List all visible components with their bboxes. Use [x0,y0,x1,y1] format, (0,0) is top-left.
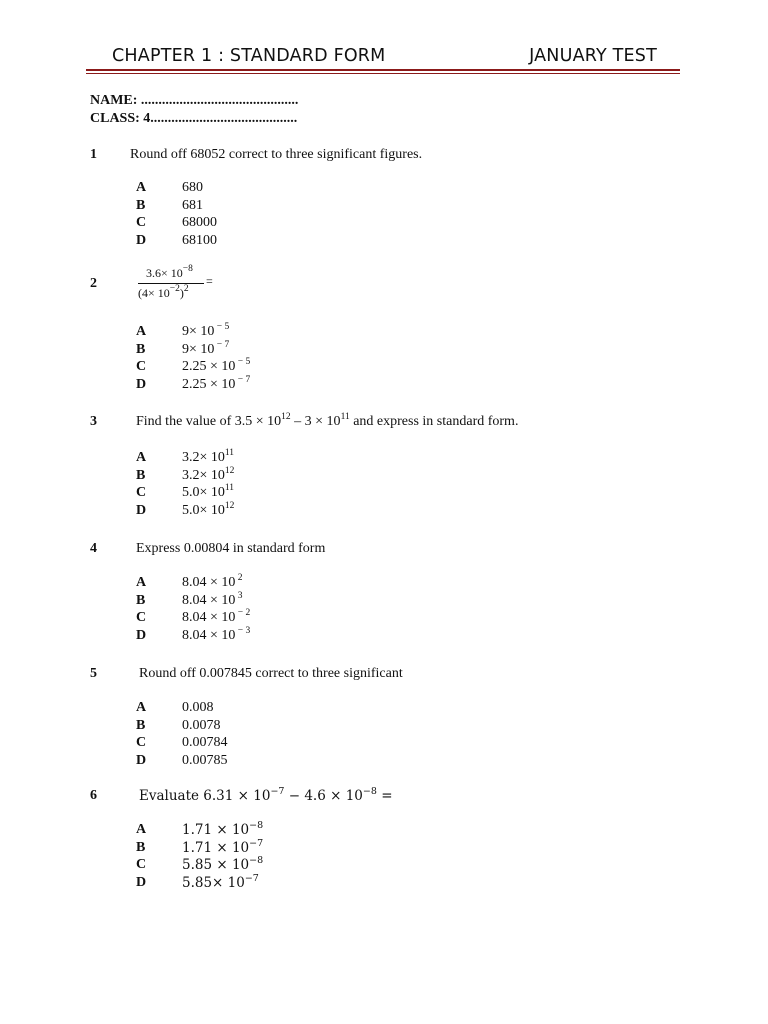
option-letter: C [136,359,147,375]
option-value: 0.0078 [182,717,221,733]
equals-sign: = [206,274,213,288]
option-letter: D [136,502,147,518]
option-value: 0.00784 [182,735,228,751]
name-field: NAME: ............................................. [90,93,299,108]
class-field: CLASS: 4.......................................... [90,111,298,126]
option-letter: A [136,700,147,715]
header-rule-thin [86,73,680,74]
option-letter: B [136,341,146,357]
option-value: $5.0\times 10^{12}$ [182,500,235,518]
fraction-numerator: $3.6\times 10^{-8}$ [146,264,193,280]
option-letter: B [136,592,146,608]
option-value: 0.008 [182,700,214,715]
option-letter: A [136,450,147,465]
option-letter: B [136,839,146,855]
question-text: Round off 0.007845 correct to three significant [139,666,403,681]
option-value: $5.0\times 10^{11}$ [182,483,235,501]
question-text: Evaluate $6.31 \times 10^{-7} - 4.6 \times 10^{-8}$ = [139,786,393,804]
option-letter: B [136,467,146,483]
question-number: 4 [90,541,97,556]
option-value: 680 [182,180,203,195]
option-value: $1.71 \times 10^{-8}$ [182,820,264,838]
question-number: 1 [90,147,97,162]
option-value: 68100 [182,232,217,248]
option-letter: C [136,485,147,501]
option-letter: A [136,180,147,195]
option-letter: C [136,735,147,751]
question-number: 6 [90,788,97,803]
question-number: 2 [90,276,97,291]
option-letter: D [136,752,147,768]
option-value: 8.04 × 10 $^{- 3}$ [182,625,251,643]
option-letter: D [136,232,147,248]
option-value: $3.2\times 10^{11}$ [182,448,235,465]
option-letter: A [136,822,147,837]
option-letter: A [136,575,147,590]
option-value: 8.04 × 10 $^2$ [182,573,243,590]
option-value: $5.85 \times 10^{-8}$ [182,855,264,874]
option-letter: D [136,874,147,890]
option-value: $3.2\times 10^{12}$ [182,465,235,483]
option-letter: C [136,215,147,231]
question-text: Express 0.00804 in standard form [136,541,326,556]
question-number: 3 [90,414,97,429]
option-value: 9× 10 $^{- 5}$ [182,322,230,339]
option-value: 681 [182,197,203,213]
option-letter: B [136,197,146,213]
fraction-denominator: $(4\times 10^{-2})^2$ [138,284,189,300]
header-rule [86,69,680,71]
option-letter: A [136,324,147,339]
option-letter: B [136,717,146,733]
chapter-title: CHAPTER 1 : STANDARD FORM [112,46,386,66]
option-letter: D [136,376,147,392]
question-text: Round off 68052 correct to three significant figures. [130,147,423,162]
option-value: $5.85\times 10^{-7}$ [182,872,259,891]
option-letter: C [136,857,147,873]
option-value: 68000 [182,215,217,231]
option-letter: D [136,627,147,643]
option-value: 8.04 × 10 $^{- 2}$ [182,608,251,626]
option-value: 9× 10 $^{- 7}$ [182,339,230,357]
option-value: 0.00785 [182,752,228,768]
test-title: JANUARY TEST [529,46,657,66]
option-value: 8.04 × 10 $^3$ [182,590,243,608]
option-value: 2.25 × 10 $^{- 5}$ [182,357,251,375]
option-value: $1.71 \times 10^{-7}$ [182,837,264,856]
option-value: 2.25 × 10 $^{- 7}$ [182,374,251,392]
question-text: Find the value of $3.5 \times 10^{12} - 3 \times 10^{11}$ and express in standard form. [136,412,519,429]
question-number: 5 [90,666,97,681]
option-letter: C [136,610,147,626]
